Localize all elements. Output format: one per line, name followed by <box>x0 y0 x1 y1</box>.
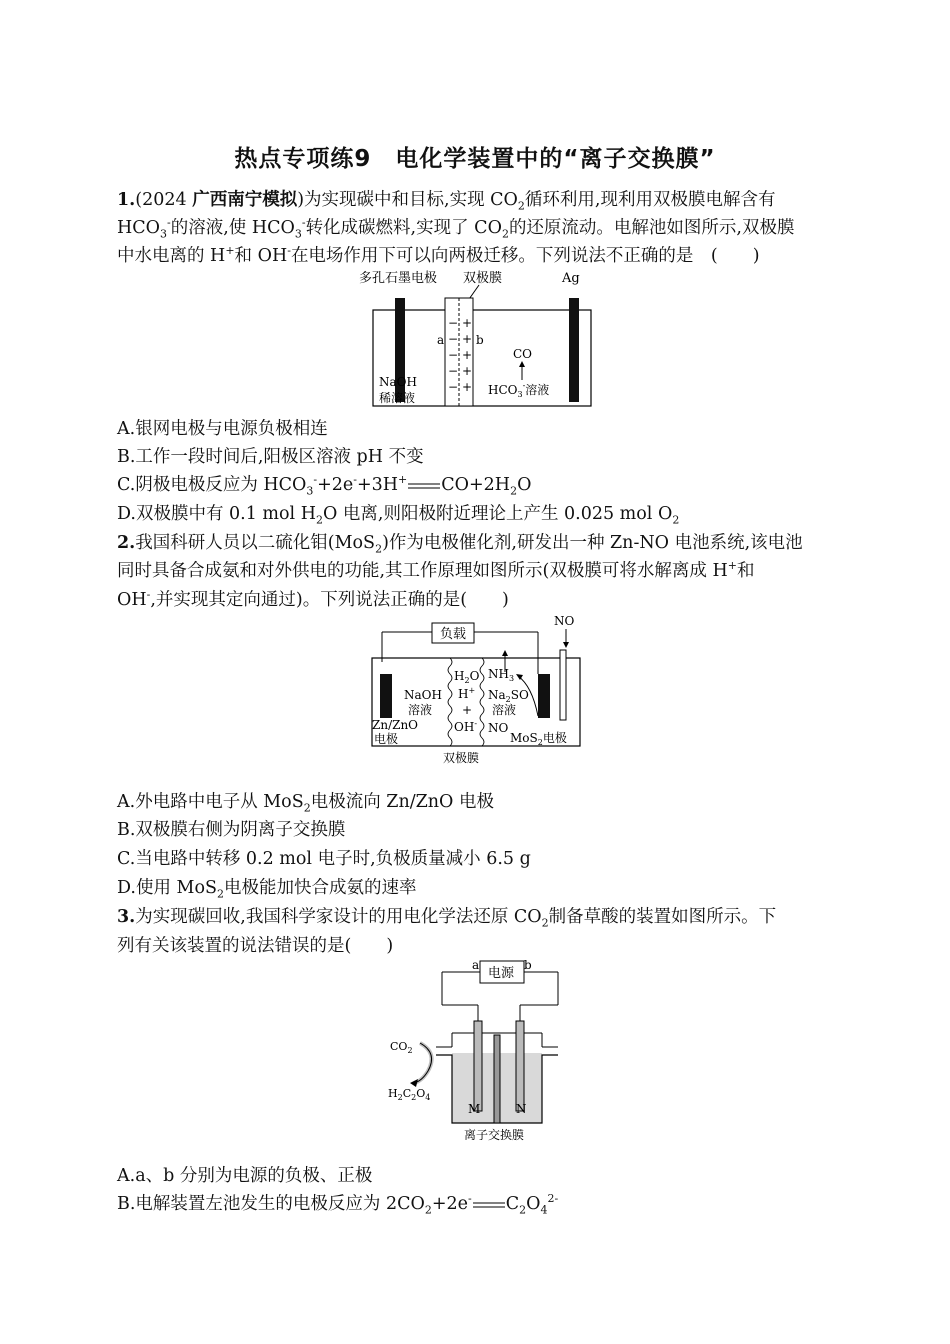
svg-text:+: + <box>462 703 473 717</box>
fig2-na2so4-label: $Na_2SO$ <box>488 688 529 704</box>
fig2-naoh-label: NaOH <box>404 688 442 702</box>
equals-arrow <box>407 481 441 491</box>
question-number: 2. <box>117 533 136 553</box>
fig1-membrane-label: 双极膜 <box>463 271 503 286</box>
q3-line-2: 列有关该装置的说法错误的是( ) <box>117 936 394 956</box>
fig3-h2c2o4-label: $H_2C_2O_4$ <box>388 1087 431 1102</box>
fig1-naoh-label-2: 稀溶液 <box>379 391 416 405</box>
fig3-terminal-b: b <box>524 958 532 972</box>
q1-line-3: 中水电离的 H+和 OH-在电场作用下可以向两极迁移。下列说法不正确的是 ( ) <box>117 244 760 266</box>
fig2-h-label: H+ <box>458 686 476 701</box>
fig2-na2so4-label-2: 溶液 <box>492 703 517 717</box>
q2-line-3: OH-,并实现其定向通过)。下列说法正确的是( ) <box>117 588 509 610</box>
fig2-oh-label: OH- <box>454 719 478 734</box>
fig2-mos2-label: MoS$_2$电极 <box>510 731 567 747</box>
q1-line-2: $HCO_3^-$的溶液,使 $HCO_3^-$转化成碳燃料,实现了 $CO_2$的还原流动。电解池如图所示,双极膜 <box>117 216 795 241</box>
fig2-no-inlet-label: NO <box>554 614 575 628</box>
q3-line-1: 3.为实现碳回收,我国科学家设计的用电化学法还原 $CO_2$制备草酸的装置如图所示。下 <box>117 907 777 930</box>
fig2-naoh-label-2: 溶液 <box>408 703 433 717</box>
fig2-mos2-electrode <box>538 674 550 718</box>
q2-line-1: 2.我国科研人员以二硫化钼(MoS$_2$)作为电极催化剂,研发出一种 Zn-NO 电池系统,该电池 <box>117 533 803 556</box>
q2-option-b: B.双极膜右侧为阴离子交换膜 <box>117 820 346 840</box>
fig2-load-label: 负载 <box>440 627 467 642</box>
fig2-membrane-right <box>480 658 484 746</box>
svg-text:−: − <box>448 364 459 378</box>
fig1-left-electrode-label: 多孔石墨电极 <box>359 271 438 286</box>
q3-figure <box>380 955 570 1145</box>
fig3-membrane-label: 离子交换膜 <box>464 1128 525 1142</box>
fig3-terminal-a: a <box>472 958 480 972</box>
svg-text:+: + <box>462 348 473 362</box>
question-number: 3. <box>117 907 136 927</box>
fig3-electrode-m <box>474 1021 482 1111</box>
q1-option-c: C.阴极电极反应为 $HCO_3^-+2e^-+3H^+$ $CO+2H_2O$ <box>117 473 532 498</box>
fig3-exchange-membrane <box>494 1035 500 1123</box>
fig2-h2o-label: $H_2O$ <box>454 669 480 685</box>
page-title: 热点专项练9 电化学装置中的“离子交换膜” <box>234 146 716 172</box>
question-source: 广西南宁模拟 <box>192 190 298 210</box>
q1-option-d: D.双极膜中有 0.1 mol $H_2O$ 电离,则阳极附近理论上产生 0.025 mol $O_2$ <box>117 504 680 527</box>
q2-option-a: A.外电路中电子从 MoS$_2$电极流向 Zn/ZnO 电极 <box>117 792 494 815</box>
svg-text:+: + <box>462 332 473 346</box>
q1-option-a: A.银网电极与电源负极相连 <box>117 419 328 439</box>
q2-line-2: 同时具备合成氨和对外供电的功能,其工作原理如图所示(双极膜可将水解离成 H+和 <box>117 559 755 581</box>
fig2-nh3-label: $NH_3$ <box>488 667 515 683</box>
fig1-naoh-label: NaOH <box>379 375 417 389</box>
fig2-membrane-left <box>448 658 452 746</box>
q2-option-c: C.当电路中转移 0.2 mol 电子时,负极质量减小 6.5 g <box>117 849 531 869</box>
fig3-power-label: 电源 <box>488 966 515 981</box>
q3-option-a: A.a、b 分别为电源的负极、正极 <box>117 1166 373 1186</box>
svg-text:+: + <box>462 380 473 394</box>
fig1-hco3-label: $HCO_3^-$溶液 <box>488 381 550 399</box>
fig3-co2-label: $CO_2$ <box>390 1040 413 1055</box>
svg-text:−: − <box>448 348 459 362</box>
question-number: 1. <box>117 190 136 210</box>
fig1-ag-label: Ag <box>562 271 580 286</box>
fig3-n-label: N <box>516 1102 527 1116</box>
svg-text:−: − <box>448 380 459 394</box>
fig2-zn-label-2: 电极 <box>374 732 399 746</box>
q1-line-1: 1.(2024 广西南宁模拟)为实现碳中和目标,实现 $CO_2$循环利用,现利用双极膜电解含有 <box>117 190 776 213</box>
svg-text:−: − <box>448 332 459 346</box>
q1-option-b: B.工作一段时间后,阳极区溶液 pH 不变 <box>117 447 424 467</box>
q3-option-b: B.电解装置左池发生的电极反应为 $2CO_2+2e^-$ $C_2O_4^{2-}$ <box>117 1192 559 1217</box>
fig1-side-b: b <box>476 333 484 347</box>
q2-figure <box>368 612 586 768</box>
q2-option-d: D.使用 MoS$_2$电极能加快合成氨的速率 <box>117 878 417 901</box>
fig2-no-label: NO <box>488 721 509 735</box>
fig3-electrode-n <box>516 1021 524 1111</box>
fig2-zn-label: Zn/ZnO <box>372 718 419 732</box>
fig2-membrane-label: 双极膜 <box>443 751 480 765</box>
fig1-side-a: a <box>437 333 445 347</box>
q1-figure <box>355 268 595 410</box>
svg-text:+: + <box>462 364 473 378</box>
svg-text:−: − <box>448 316 459 330</box>
svg-text:+: + <box>462 316 473 330</box>
fig2-zn-electrode <box>380 674 392 718</box>
fig2-no-tube <box>560 650 566 720</box>
fig3-m-label: M <box>468 1102 481 1116</box>
fig1-co-label: CO <box>513 347 533 361</box>
fig1-ag-electrode <box>569 298 579 402</box>
equals-arrow <box>472 1200 506 1210</box>
